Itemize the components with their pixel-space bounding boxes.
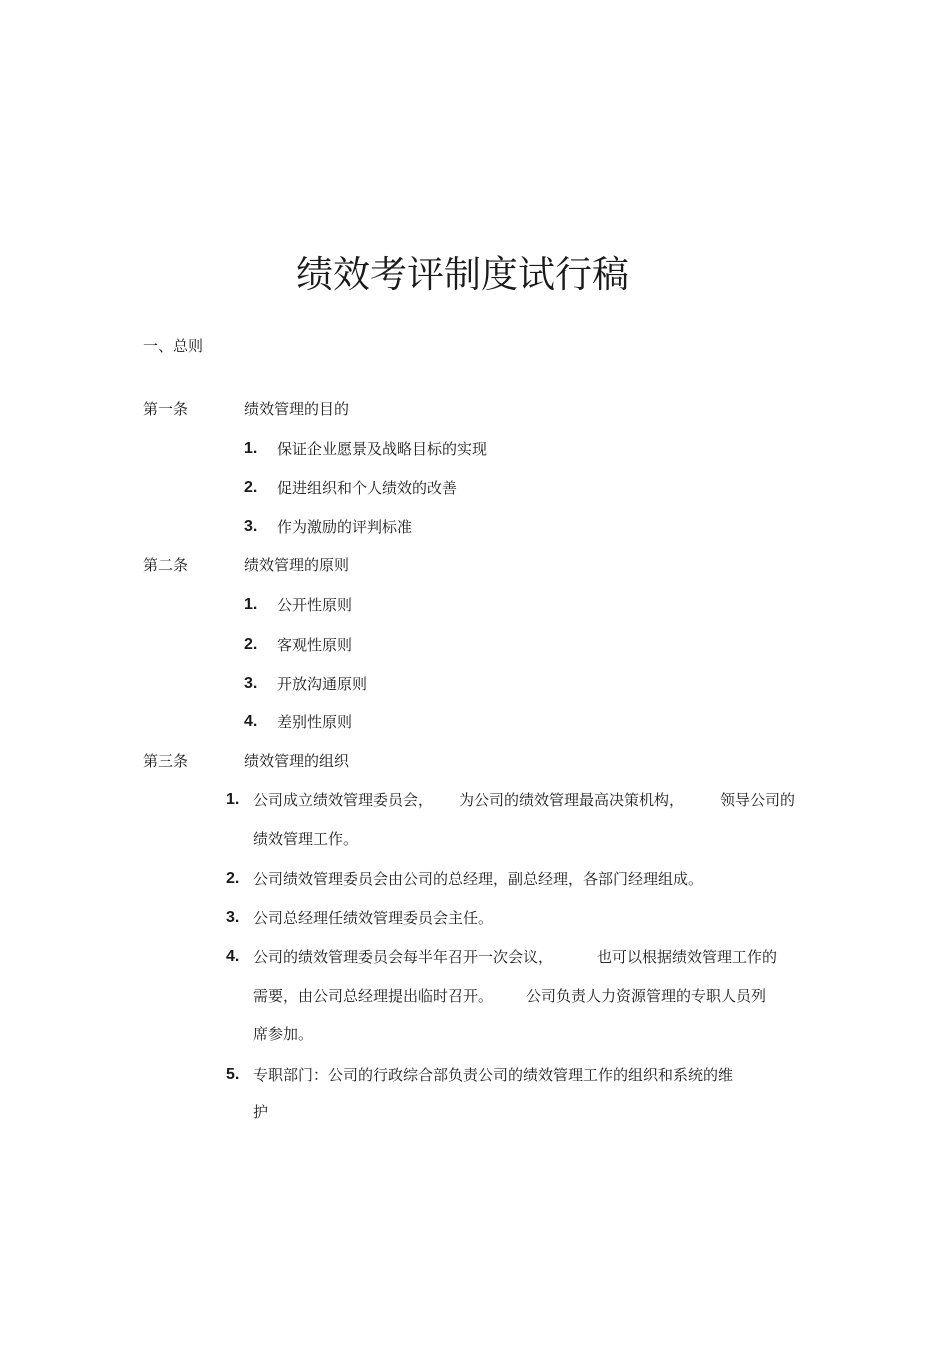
list-item-line: 绩效管理工作。 — [253, 830, 359, 848]
list-item-line: 席参加。 — [253, 1025, 314, 1043]
list-item-line: 公司成立绩效管理委员会， — [253, 791, 434, 809]
article-heading: 绩效管理的原则 — [244, 556, 350, 574]
list-item-line: 需要，由公司总经理提出临时召开。 — [253, 987, 494, 1005]
list-number: 2. — [244, 636, 258, 653]
article-heading: 绩效管理的目的 — [244, 400, 350, 418]
list-item: 作为激励的评判标准 — [277, 518, 413, 536]
list-item-line: 护 — [253, 1103, 269, 1121]
list-item: 开放沟通原则 — [277, 675, 368, 693]
list-number: 4. — [244, 713, 258, 730]
article-label: 第一条 — [143, 400, 189, 418]
article-heading: 绩效管理的组织 — [244, 752, 350, 770]
list-number: 3. — [244, 518, 258, 535]
list-number: 5. — [226, 1066, 240, 1083]
list-number: 2. — [244, 479, 258, 496]
list-item-line: 也可以根据绩效管理工作的 — [597, 948, 778, 966]
list-number: 4. — [226, 948, 240, 965]
list-number: 1. — [226, 791, 240, 808]
list-item: 差别性原则 — [277, 713, 353, 731]
list-item-line: 领导公司的 — [720, 791, 796, 809]
list-number: 1. — [244, 596, 258, 613]
section-heading: 一、总则 — [143, 337, 204, 355]
article-label: 第三条 — [143, 752, 189, 770]
list-item-line: 专职部门：公司的行政综合部负责公司的绩效管理工作的组织和系统的维 — [253, 1066, 734, 1084]
list-item: 公开性原则 — [277, 596, 353, 614]
list-number: 2. — [226, 870, 240, 887]
list-item-line: 公司绩效管理委员会由公司的总经理，副总经理，各部门经理组成。 — [253, 870, 704, 888]
list-item: 促进组织和个人绩效的改善 — [277, 479, 458, 497]
list-item-line: 公司总经理任绩效管理委员会主任。 — [253, 909, 494, 927]
list-item-line: 公司负责人力资源管理的专职人员列 — [526, 987, 767, 1005]
list-number: 3. — [226, 909, 240, 926]
list-item-line: 为公司的绩效管理最高决策机构， — [459, 791, 685, 809]
document-title: 绩效考评制度试行稿 — [296, 253, 629, 296]
list-number: 1. — [244, 440, 258, 457]
list-item-line: 公司的绩效管理委员会每半年召开一次会议， — [253, 948, 554, 966]
article-label: 第二条 — [143, 556, 189, 574]
list-item: 客观性原则 — [277, 636, 353, 654]
list-item: 保证企业愿景及战略目标的实现 — [277, 440, 488, 458]
list-number: 3. — [244, 675, 258, 692]
